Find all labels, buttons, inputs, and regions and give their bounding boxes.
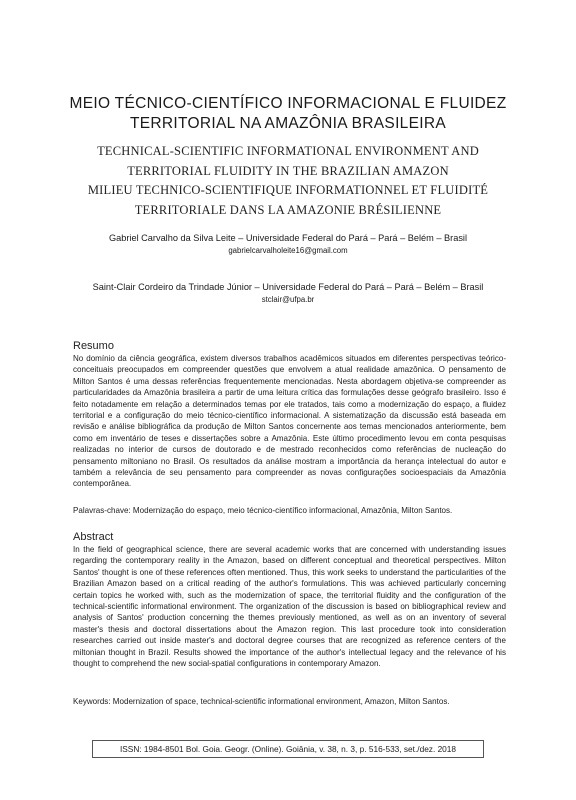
author-2-affiliation: Saint-Clair Cordeiro da Trindade Júnior – Universidade Federal do Pará – Pará – Belém – Brasil <box>92 282 484 292</box>
abstract-text: In the field of geographical science, there are several academic works that are concerned with understanding issues regarding the contemporary reality in the Amazon, based on different conceptual and theoretical perspectives. Milton Santos' thought is one of these references often mentioned. Thus, this work seeks to understand the particularities of the Brazilian Amazon based on a critical reading of the author's formulations. This was achieved particularly concerning certain topics he worked with, such as the modernization of space, the territorial fluidity and the configuration of the technical-scientific informational environment. The organization of the discussion is based on bibliographical review and analysis of Santos' production concerning the themes previously mentioned, as well as on an inventory of several master's thesis and doctoral dissertations about the Amazon region. This last procedure took into consideration researches carried out inside master's and doctoral degree courses that are recognized as reference centers of the miltonian thought in Brazil. Results showed the importance of the author's intellectual legacy and the relevance of his thought to comprehend the new social-spatial configurations in contemporary Amazon. <box>73 545 506 669</box>
title-french: MILIEU TECHNICO-SCIENTIFIQUE INFORMATIONNEL ET FLUIDITÉ TERRITORIALE DANS LA AMAZONIE BRÉSILIENNE <box>87 183 489 217</box>
resumo-text: No domínio da ciência geográfica, existem diversos trabalhos acadêmicos situados em diferentes perspectivas teórico-conceituais preocupados em compreender questões que envolvem a atual realidade amazônica. O pensamento de Milton Santos é uma dessas referências frequentemente mencionadas. Nesta abordagem objetiva-se compreender as particularidades da Amazônia brasileira a partir de uma leitura crítica das formulações desse geógrafo brasileiro. Isso é feito notadamente em relação a determinados temas por ele tratados, tais como a modernização do espaço, a fluidez territorial e a configuração do meio técnico-científico informacional. A sistematização da discussão está baseada em revisão e análise bibliográfica da produção de Milton Santos concernente aos temas mencionados anteriormente, bem como em inventário de teses e dissertações sobre a Amazônia. Este último procedimento levou em conta pesquisas realizadas no interior de cursos de doutorado e de mestrado reconhecidos como referências de nucleação do pensamento miltoniano no Brasil. Os resultados da análise mostram a importância da herança intelectual do autor e também a relevância de seu pensamento para compreender as novas configurações socioespaciais da Amazônia contemporânea. <box>73 354 506 489</box>
resumo-heading: Resumo <box>73 340 114 352</box>
title-portuguese: MEIO TÉCNICO-CIENTÍFICO INFORMACIONAL E FLUIDEZ TERRITORIAL NA AMAZÔNIA BRASILEIRA <box>69 95 507 132</box>
title-english: TECHNICAL-SCIENTIFIC INFORMATIONAL ENVIRONMENT AND TERRITORIAL FLUIDITY IN THE BRAZILIAN AMAZON <box>97 144 479 178</box>
keywords: Keywords: Modernization of space, technical-scientific informational environment, Amazon, Milton Santos. <box>73 697 450 706</box>
author-2-email[interactable]: stclair@ufpa.br <box>261 295 315 304</box>
abstract-heading: Abstract <box>73 531 114 543</box>
journal-citation-footer: ISSN: 1984-8501 Bol. Goia. Geogr. (Online). Goiânia, v. 38, n. 3, p. 516-533, set./dez. 2018 <box>92 740 484 758</box>
author-1-affiliation: Gabriel Carvalho da Silva Leite – Universidade Federal do Pará – Pará – Belém – Brasil <box>109 233 467 243</box>
palavras-chave: Palavras-chave: Modernização do espaço, meio técnico-científico informacional, Amazônia, Milton Santos. <box>73 506 453 515</box>
author-1-email[interactable]: gabrielcarvalholeite16@gmail.com <box>228 246 348 255</box>
